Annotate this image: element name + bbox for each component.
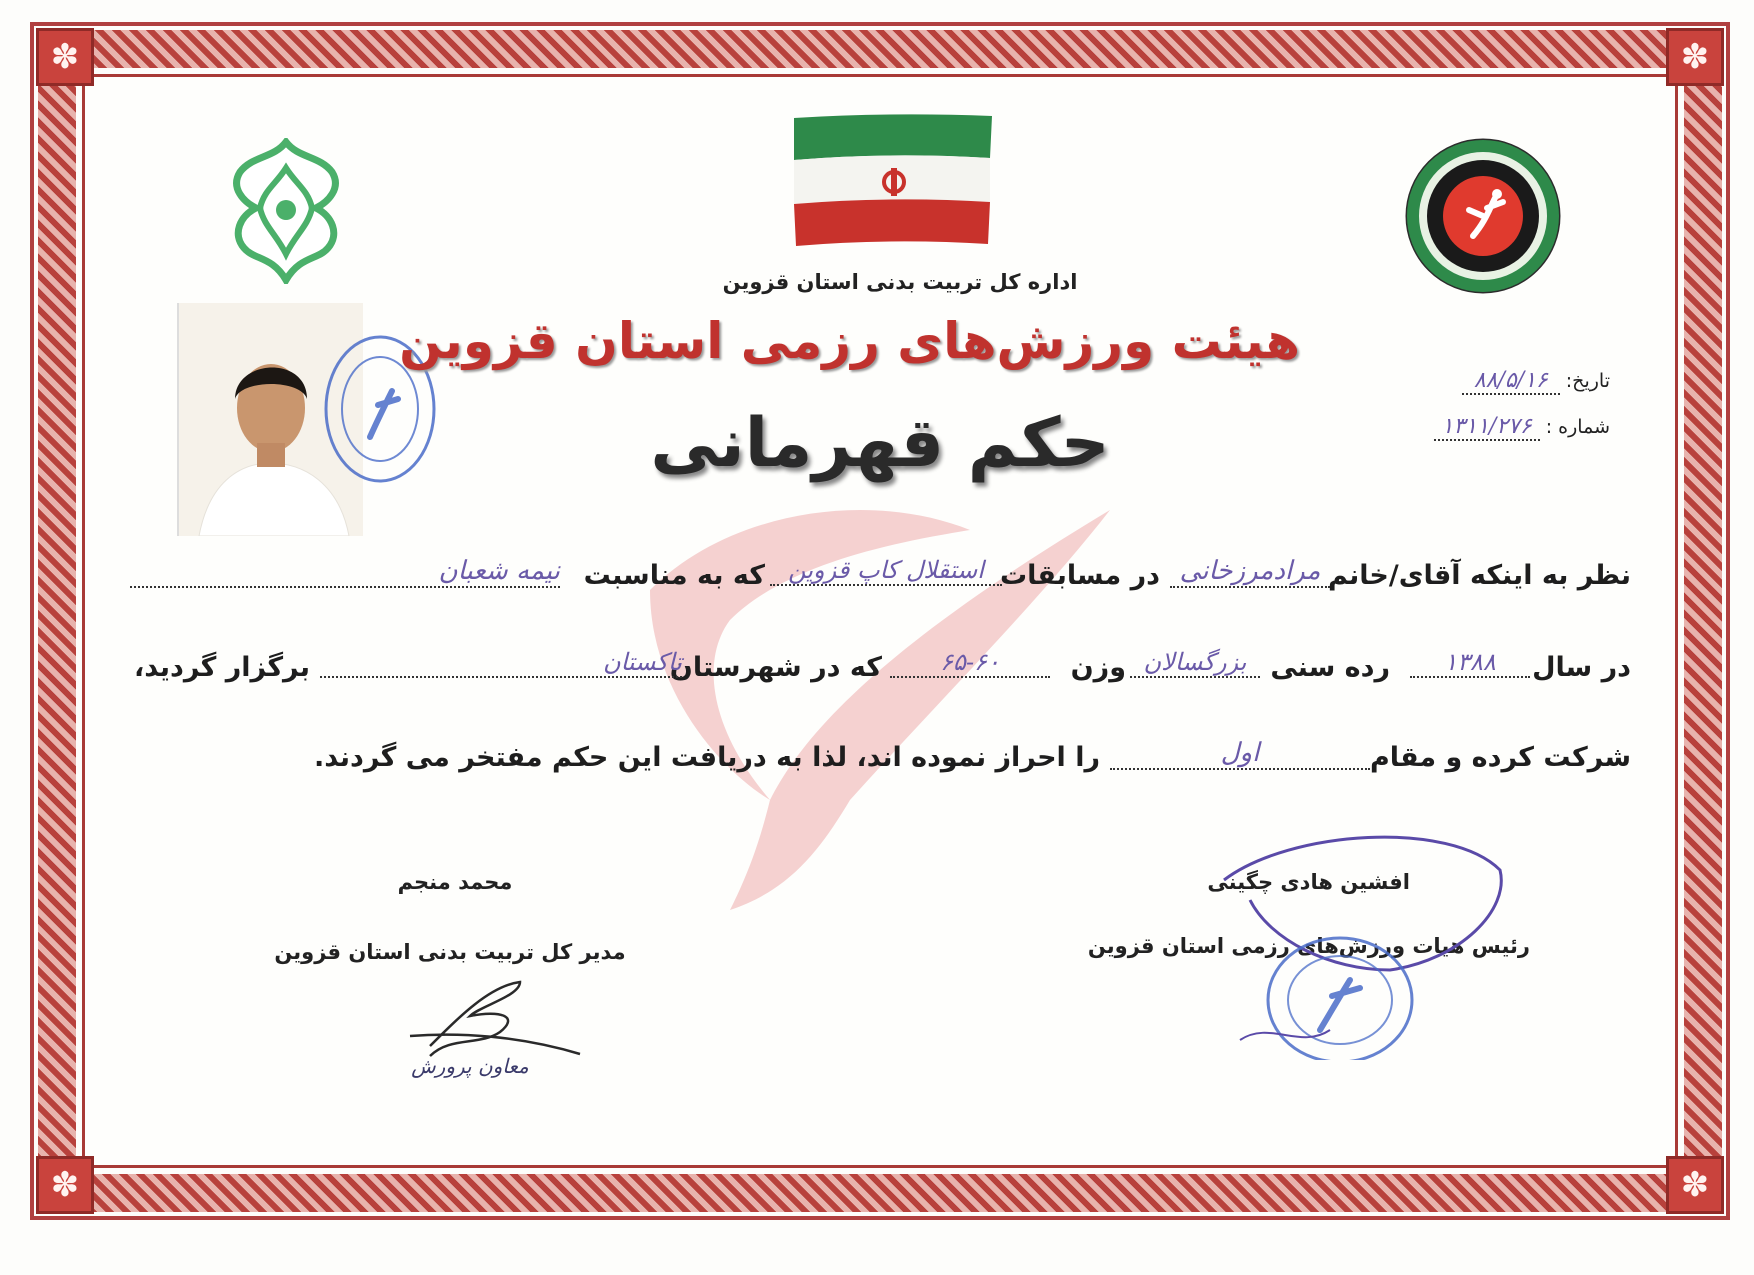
corner-ornament-bottom-left: ✽ [36, 1156, 94, 1214]
occasion: نیمه شعبان [130, 556, 560, 588]
signature-left-note: معاون پرورش [411, 1054, 529, 1078]
date-label: تاریخ: [1565, 370, 1610, 392]
signature-right [1207, 820, 1510, 1060]
year: ۱۳۸۸ [1410, 648, 1530, 678]
participant-name: مرادمرزخانی [1170, 556, 1330, 588]
line2-text5: برگزار گردید، [134, 652, 310, 683]
line3-text2: را احراز نموده اند، لذا به دریافت این حکم مفتخر می گردند. [314, 742, 1100, 773]
line2-text3: وزن [1070, 652, 1126, 683]
number-value: ۱۳۱۱/۲۷۶ [1434, 414, 1540, 441]
event-name: استقلال کاپ قزوین [770, 556, 1002, 586]
signer-right-title: رئیس هیات ورزش‌های رزمی استان قزوین [1087, 934, 1530, 958]
rank: اول [1110, 738, 1370, 770]
line2-text2: رده سنی [1270, 652, 1390, 683]
certificate-title: حکم قهرمانی [650, 404, 1110, 483]
physical-education-emblem [228, 138, 344, 284]
federation-title: هیئت ورزش‌های رزمی استان قزوین [399, 312, 1300, 370]
age-group: بزرگسالان [1130, 648, 1260, 678]
signer-right-name: افشین هادی چگینی [1207, 870, 1410, 894]
date-value: ۸۸/۵/۱۶ [1462, 368, 1560, 395]
line3-text1: شرکت کرده و مقام [1370, 742, 1631, 773]
corner-ornament-top-right: ✽ [1666, 28, 1724, 86]
number-label: شماره : [1545, 416, 1610, 438]
line2-text1: در سال [1532, 652, 1631, 683]
watermark-swoosh [610, 470, 1130, 930]
weight-class: ۶۵-۶۰ [890, 648, 1050, 678]
number-field [1380, 414, 1610, 439]
corner-ornament-top-left: ✽ [36, 28, 94, 86]
line1-text1: نظر به اینکه آقای/خانم [1327, 560, 1631, 591]
signer-left-title: مدیر کل تربیت بدنی استان قزوین [274, 940, 626, 964]
line1-text3: که به مناسبت [583, 560, 765, 591]
line2-text4: که در شهرستان [669, 652, 882, 683]
city: تاکستان [320, 648, 682, 678]
federation-logo [1403, 136, 1563, 296]
line1-text2: در مسابقات [1000, 560, 1160, 591]
organization-line: اداره کل تربیت بدنی استان قزوین [722, 270, 1078, 294]
signer-left-name: محمد منجم [397, 870, 513, 894]
iran-flag [790, 112, 996, 248]
date-field [1380, 368, 1610, 393]
corner-ornament-bottom-right: ✽ [1666, 1156, 1724, 1214]
